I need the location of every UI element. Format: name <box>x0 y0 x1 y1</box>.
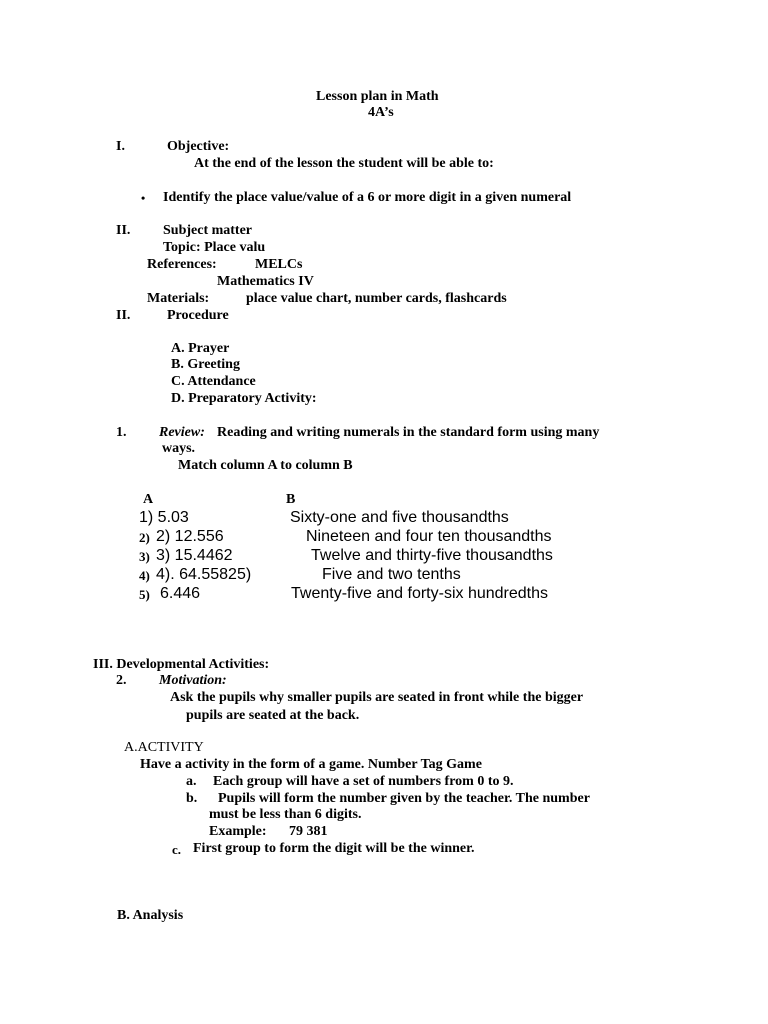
references-label: References: <box>147 257 217 272</box>
match-b-item: Sixty-one and five thousandths <box>290 509 509 526</box>
match-row-number: 5) <box>139 587 150 602</box>
objective-item: Identify the place value/value of a 6 or more digit in a given numeral <box>163 190 572 205</box>
objective-number: I. <box>116 139 125 154</box>
activity-item-a: Each group will have a set of numbers from 0 to 9. <box>213 774 514 789</box>
review-label: Review: <box>159 425 205 440</box>
match-row-number: 4) <box>139 568 150 583</box>
motivation-text-line1: Ask the pupils why smaller pupils are seated in front while the bigger <box>170 690 584 705</box>
review-text-line2: ways. <box>162 441 196 456</box>
match-b-item: Nineteen and four ten thousandths <box>306 528 552 545</box>
example-label: Example: <box>209 824 267 839</box>
procedure-step: B. Greeting <box>171 357 240 372</box>
subject-heading: Subject matter <box>163 223 253 238</box>
column-b-header: B <box>286 492 296 507</box>
procedure-step: A. Prayer <box>171 341 230 356</box>
procedure-step: C. Attendance <box>171 374 256 389</box>
activity-item-marker: b. <box>186 791 198 806</box>
match-row-number: 2) <box>139 530 150 545</box>
match-a-item: 4). 64.55825) <box>156 566 252 583</box>
page-title: Lesson plan in Math <box>316 89 439 104</box>
activity-item-c: First group to form the digit will be the winner. <box>193 841 475 856</box>
match-b-item: Twenty-five and forty-six hundredths <box>291 585 549 602</box>
bullet-icon: • <box>141 191 146 205</box>
motivation-number: 2. <box>116 673 127 688</box>
match-a-item: 6.446 <box>160 585 201 602</box>
match-a-item: 2) 12.556 <box>156 528 224 545</box>
procedure-number: II. <box>116 308 131 323</box>
reference-1: MELCs <box>255 257 303 272</box>
motivation-label: Motivation: <box>159 673 227 688</box>
match-row-number: 3) <box>139 549 150 564</box>
subject-number: II. <box>116 223 131 238</box>
reference-2: Mathematics IV <box>217 274 314 289</box>
activity-item-b-line2: must be less than 6 digits. <box>209 807 362 822</box>
review-text-line1: Reading and writing numerals in the standard form using many <box>217 425 600 440</box>
materials-label: Materials: <box>147 291 210 306</box>
activity-intro: Have a activity in the form of a game. Number Tag Game <box>140 757 482 772</box>
match-a-item: 3) 15.4462 <box>156 547 233 564</box>
procedure-step: D. Preparatory Activity: <box>171 391 317 406</box>
analysis-heading: B. Analysis <box>117 908 184 923</box>
activity-item-b-line1: Pupils will form the number given by the teacher. The number <box>218 791 590 806</box>
materials-value: place value chart, number cards, flashcards <box>246 291 507 306</box>
activity-item-marker: a. <box>186 774 197 789</box>
objective-intro: At the end of the lesson the student will be able to: <box>194 156 494 171</box>
page-subtitle: 4A’s <box>368 105 394 120</box>
match-b-item: Five and two tenths <box>322 566 461 583</box>
example-value: 79 381 <box>289 824 328 839</box>
developmental-heading: III. Developmental Activities: <box>93 657 270 672</box>
match-a-item: 1) 5.03 <box>139 509 189 526</box>
column-a-header: A <box>143 492 154 507</box>
motivation-text-line2: pupils are seated at the back. <box>186 708 360 723</box>
subject-topic: Topic: Place valu <box>163 240 266 255</box>
procedure-heading: Procedure <box>167 308 229 323</box>
review-instruction: Match column A to column B <box>178 458 353 473</box>
objective-heading: Objective: <box>167 139 230 154</box>
match-b-item: Twelve and thirty-five thousandths <box>311 547 553 564</box>
review-number: 1. <box>116 425 127 440</box>
activity-item-marker: c. <box>172 842 182 857</box>
activity-heading: A.ACTIVITY <box>124 740 204 755</box>
